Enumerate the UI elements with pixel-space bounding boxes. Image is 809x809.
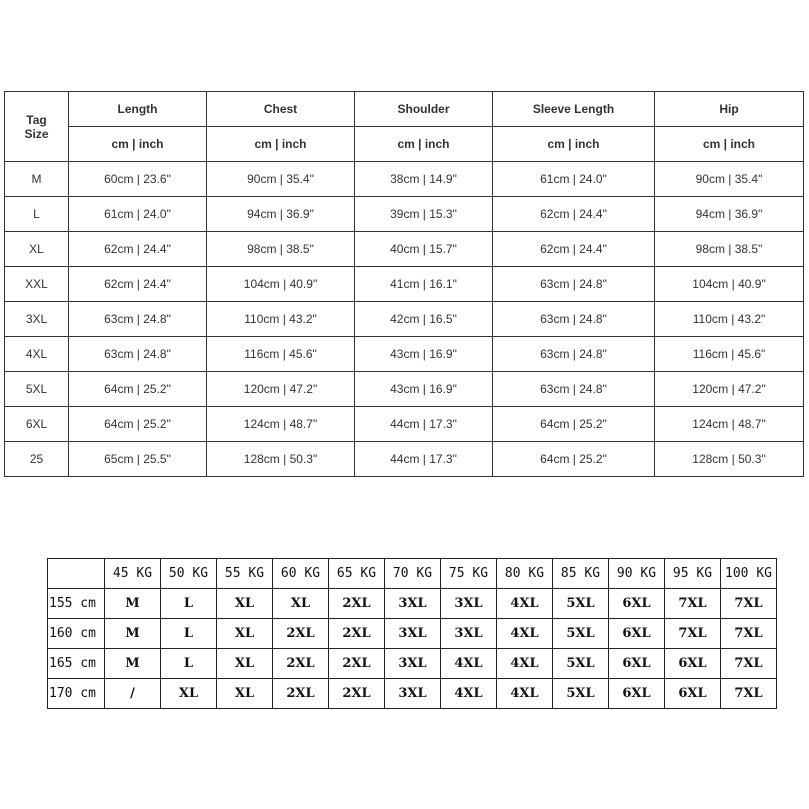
recommended-size-cell: 2XL: [329, 649, 385, 679]
recommended-size-cell: M: [105, 649, 161, 679]
weight-header-cell: 80 KG: [497, 559, 553, 589]
measurement-cell: 63cm | 24.8": [493, 267, 655, 302]
measurement-cell: 90cm | 35.4": [655, 162, 804, 197]
recommended-size-cell: L: [161, 649, 217, 679]
measurement-cell: 62cm | 24.4": [493, 197, 655, 232]
size-row: [5, 442, 804, 477]
size-row: [5, 232, 804, 267]
recommended-size-cell: 2XL: [273, 619, 329, 649]
size-row: [5, 302, 804, 337]
measurement-cell: 63cm | 24.8": [493, 302, 655, 337]
column-header-chest: Chest: [207, 92, 355, 127]
measurement-cell: 38cm | 14.9": [355, 162, 493, 197]
recommended-size-cell: 6XL: [665, 679, 721, 709]
weight-header-cell: 45 KG: [105, 559, 161, 589]
measurement-cell: 110cm | 43.2": [655, 302, 804, 337]
recommended-size-cell: 2XL: [329, 619, 385, 649]
height-row: [48, 589, 777, 619]
recommended-size-cell: 7XL: [665, 589, 721, 619]
recommended-size-cell: 3XL: [385, 679, 441, 709]
recommended-size-cell: 4XL: [441, 679, 497, 709]
tag-size-cell: XXL: [5, 267, 69, 302]
measurement-cell: 124cm | 48.7": [207, 407, 355, 442]
recommended-size-cell: 2XL: [329, 679, 385, 709]
recommended-size-cell: M: [105, 619, 161, 649]
recommended-size-cell: 7XL: [721, 589, 777, 619]
height-row: [48, 679, 777, 709]
column-header-hip: Hip: [655, 92, 804, 127]
corner-cell: [48, 559, 105, 589]
recommended-size-cell: 5XL: [553, 649, 609, 679]
size-row: [5, 267, 804, 302]
unit-label: cm | inch: [69, 127, 207, 162]
measurement-cell: 98cm | 38.5": [207, 232, 355, 267]
tag-size-cell: L: [5, 197, 69, 232]
measurement-cell: 128cm | 50.3": [655, 442, 804, 477]
measurement-cell: 63cm | 24.8": [493, 337, 655, 372]
weight-header-cell: 70 KG: [385, 559, 441, 589]
tag-size-cell: 25: [5, 442, 69, 477]
recommended-size-cell: 7XL: [665, 619, 721, 649]
measurement-cell: 42cm | 16.5": [355, 302, 493, 337]
measurement-cell: 116cm | 45.6": [207, 337, 355, 372]
recommended-size-cell: /: [105, 679, 161, 709]
recommended-size-cell: XL: [217, 649, 273, 679]
recommended-size-cell: 4XL: [441, 649, 497, 679]
tag-header-line2: Size: [24, 126, 49, 141]
recommended-size-cell: XL: [217, 679, 273, 709]
recommended-size-cell: 4XL: [497, 649, 553, 679]
measurement-cell: 40cm | 15.7": [355, 232, 493, 267]
measurement-cell: 120cm | 47.2": [655, 372, 804, 407]
size-chart-table: [4, 91, 804, 477]
tag-size-cell: 4XL: [5, 337, 69, 372]
unit-label: cm | inch: [207, 127, 355, 162]
column-header-shoulder: Shoulder: [355, 92, 493, 127]
recommended-size-cell: 7XL: [721, 679, 777, 709]
size-row: [5, 372, 804, 407]
measurement-cell: 124cm | 48.7": [655, 407, 804, 442]
recommended-size-cell: 5XL: [553, 589, 609, 619]
measurement-cell: 128cm | 50.3": [207, 442, 355, 477]
measurement-cell: 44cm | 17.3": [355, 442, 493, 477]
column-header-sleeve-length: Sleeve Length: [493, 92, 655, 127]
recommended-size-cell: 6XL: [609, 679, 665, 709]
measurement-cell: 64cm | 25.2": [493, 442, 655, 477]
recommended-size-cell: 2XL: [273, 649, 329, 679]
recommended-size-cell: 4XL: [497, 679, 553, 709]
measurement-cell: 94cm | 36.9": [207, 197, 355, 232]
measurement-cell: 116cm | 45.6": [655, 337, 804, 372]
measurement-cell: 98cm | 38.5": [655, 232, 804, 267]
recommended-size-cell: 6XL: [665, 649, 721, 679]
unit-label: cm | inch: [493, 127, 655, 162]
recommended-size-cell: 6XL: [609, 619, 665, 649]
weight-header-cell: 100 KG: [721, 559, 777, 589]
measurement-cell: 64cm | 25.2": [69, 407, 207, 442]
recommended-size-cell: 3XL: [441, 589, 497, 619]
measurement-cell: 120cm | 47.2": [207, 372, 355, 407]
measurement-cell: 64cm | 25.2": [69, 372, 207, 407]
tag-size-cell: 6XL: [5, 407, 69, 442]
unit-label: cm | inch: [655, 127, 804, 162]
size-row: [5, 337, 804, 372]
recommended-size-cell: L: [161, 589, 217, 619]
measurement-cell: 62cm | 24.4": [493, 232, 655, 267]
weight-header-cell: 55 KG: [217, 559, 273, 589]
tag-size-header: [5, 92, 69, 162]
measurement-cell: 43cm | 16.9": [355, 337, 493, 372]
recommended-size-cell: 7XL: [721, 649, 777, 679]
measurement-cell: 65cm | 25.5": [69, 442, 207, 477]
recommended-size-cell: 5XL: [553, 679, 609, 709]
measurement-cell: 90cm | 35.4": [207, 162, 355, 197]
tag-size-cell: M: [5, 162, 69, 197]
weight-header-row: [48, 559, 777, 589]
weight-header-cell: 50 KG: [161, 559, 217, 589]
weight-header-cell: 85 KG: [553, 559, 609, 589]
recommended-size-cell: 3XL: [385, 649, 441, 679]
recommended-size-cell: 3XL: [385, 619, 441, 649]
height-row: [48, 649, 777, 679]
measurement-cell: 64cm | 25.2": [493, 407, 655, 442]
height-row: [48, 619, 777, 649]
recommended-size-cell: XL: [273, 589, 329, 619]
recommended-size-cell: XL: [161, 679, 217, 709]
measurement-cell: 62cm | 24.4": [69, 232, 207, 267]
weight-header-cell: 60 KG: [273, 559, 329, 589]
measurement-cell: 62cm | 24.4": [69, 267, 207, 302]
unit-label: cm | inch: [355, 127, 493, 162]
recommended-size-cell: 7XL: [721, 619, 777, 649]
measurement-cell: 44cm | 17.3": [355, 407, 493, 442]
tag-size-cell: 3XL: [5, 302, 69, 337]
recommended-size-cell: 5XL: [553, 619, 609, 649]
height-label-cell: 165 cm: [48, 649, 105, 679]
recommended-size-cell: 6XL: [609, 589, 665, 619]
size-row: [5, 197, 804, 232]
measurement-cell: 63cm | 24.8": [69, 337, 207, 372]
recommended-size-cell: M: [105, 589, 161, 619]
weight-header-cell: 75 KG: [441, 559, 497, 589]
measurement-cell: 61cm | 24.0": [493, 162, 655, 197]
recommended-size-cell: 4XL: [497, 589, 553, 619]
tag-header-line1: Tag: [26, 112, 47, 127]
measurement-cell: 60cm | 23.6": [69, 162, 207, 197]
measurement-cell: 63cm | 24.8": [493, 372, 655, 407]
recommended-size-cell: 2XL: [273, 679, 329, 709]
size-row: [5, 407, 804, 442]
size-chart-header-row: [5, 92, 804, 127]
tag-size-cell: 5XL: [5, 372, 69, 407]
measurement-cell: 104cm | 40.9": [207, 267, 355, 302]
measurement-cell: 43cm | 16.9": [355, 372, 493, 407]
height-label-cell: 155 cm: [48, 589, 105, 619]
size-row: [5, 162, 804, 197]
column-header-length: Length: [69, 92, 207, 127]
measurement-cell: 63cm | 24.8": [69, 302, 207, 337]
weight-header-cell: 90 KG: [609, 559, 665, 589]
weight-header-cell: 95 KG: [665, 559, 721, 589]
recommended-size-cell: XL: [217, 589, 273, 619]
recommended-size-cell: 2XL: [329, 589, 385, 619]
unit-row: [5, 127, 804, 162]
measurement-cell: 41cm | 16.1": [355, 267, 493, 302]
height-label-cell: 160 cm: [48, 619, 105, 649]
recommended-size-cell: 6XL: [609, 649, 665, 679]
weight-height-size-table: [47, 558, 777, 709]
measurement-cell: 94cm | 36.9": [655, 197, 804, 232]
recommended-size-cell: 3XL: [441, 619, 497, 649]
recommended-size-cell: 3XL: [385, 589, 441, 619]
recommended-size-cell: XL: [217, 619, 273, 649]
height-label-cell: 170 cm: [48, 679, 105, 709]
measurement-cell: 61cm | 24.0": [69, 197, 207, 232]
measurement-cell: 104cm | 40.9": [655, 267, 804, 302]
tag-size-cell: XL: [5, 232, 69, 267]
recommended-size-cell: L: [161, 619, 217, 649]
measurement-cell: 39cm | 15.3": [355, 197, 493, 232]
weight-header-cell: 65 KG: [329, 559, 385, 589]
recommended-size-cell: 4XL: [497, 619, 553, 649]
measurement-cell: 110cm | 43.2": [207, 302, 355, 337]
